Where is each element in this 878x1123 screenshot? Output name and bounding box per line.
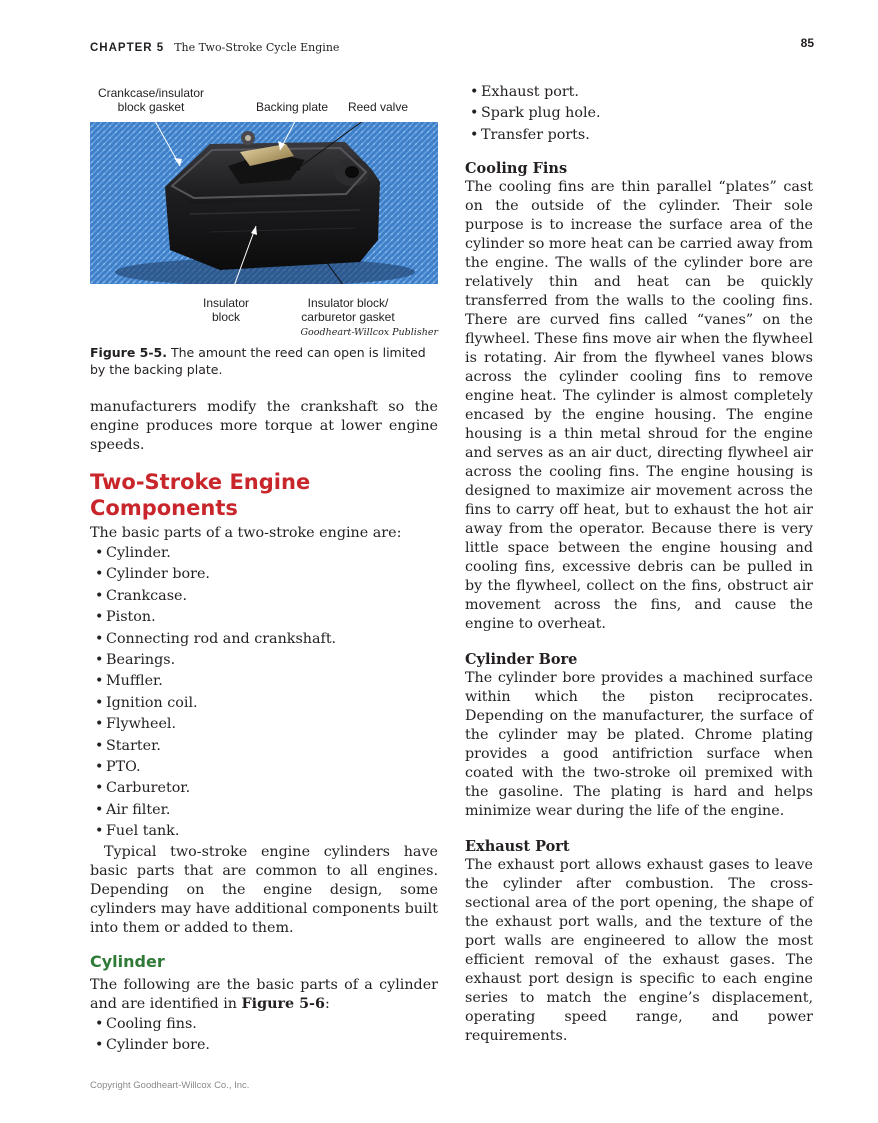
cylinder-intro [90,976,438,1014]
label-insulator-carburetor-gasket: Insulator block/ carburetor gasket [301,296,395,324]
cylinder-bore-text: The cylinder bore provides a machined surface within which the piston reciprocates. Depending on the manufacturer, the surface of the cylinder may be plated. Chrome plating provides a good antifriction surface when coated with the two-stroke oil premixed with the gasoline. The plating is hard and helps minimize wear during the life of the engine. [465,670,813,820]
chapter-number: CHAPTER 5 [90,42,165,54]
list-item: • Cooling fins. [90,1014,438,1035]
list-item: • Ignition coil. [90,693,438,714]
cylinder-intro-text: The following are the basic parts of a cylinder and are identified in [90,976,438,1012]
cooling-fins-text: The cooling fins are thin parallel “plates” cast on the outside of the cylinder. Their sole purpose is to increase the surface area of the cylinder so more heat can be carried away from the engine. The walls of the cylinder bore are relatively thin and heat can be quickly transferred from the walls to the cooling fins. There are curved fins called “vanes” on the flywheel. These fins move air when the flywheel is rotating. Air from the flywheel vanes blows across the cylinder cooling fins to remove engine heat. The cylinder is almost completely encased by the engine housing. The engine housing is a thin metal shroud for the engine and serves as an air duct, directing flywheel air across the cooling fins. The engine housing is designed to maximize air movement across the fins to carry off heat, but to exhaust the hot air away from the operator. Because there is very little space between the engine housing and cooling fins, excessive debris can be pulled in by the flywheel, collect on the fins, obstruct air movement across the fins, and cause the engine to overheat. [465,179,813,633]
exhaust-port-text: The exhaust port allows exhaust gases to leave the cylinder after combustion. The cross-sectional area of the port opening, the shape of the exhaust port walls, and the texture of the port walls are engineered to allow the most efficient removal of the exhaust gases. The exhaust port design is specific to each engine series to match the engine’s displacement, operating speed range, and power requirements. [465,857,813,1045]
cooling-fins-heading: Cooling Fins [465,160,568,178]
list-item: • Exhaust port. [465,82,813,103]
figure-credit: Goodheart-Willcox Publisher [300,327,438,338]
list-item: • Transfer ports. [465,125,813,146]
parts-intro: The basic parts of a two-stroke engine are: [90,525,402,541]
list-item: • Connecting rod and crankshaft. [90,629,438,650]
left-column [90,398,438,1057]
figure-caption-id: Figure 5-5. [90,345,167,360]
list-item: • PTO. [90,757,438,778]
reed-valve-assembly-illustration [90,122,438,284]
section-heading: Two-Stroke Engine Components [90,470,311,520]
chapter-title: The Two-Stroke Cycle Engine [174,41,340,54]
engine-parts-list [90,543,438,843]
list-item: • Crankcase. [90,586,438,607]
continued-paragraph: manufacturers modify the crankshaft so the engine produces more torque at lower engine speeds. [90,399,438,453]
cylinder-parts-list [90,1014,438,1057]
list-item: • Cylinder bore. [90,564,438,585]
list-item: • Bearings. [90,650,438,671]
list-item: • Spark plug hole. [465,103,813,124]
typical-paragraph: Typical two-stroke engine cylinders have basic parts that are common to all engines. Depending on the engine design, some cylinders may have additional components built into them or added to them. [90,843,438,936]
label-reed-valve: Reed valve [347,100,409,114]
list-item: • Starter. [90,736,438,757]
figure-caption-text: The amount the reed can open is limited by the backing plate. [90,345,426,377]
exhaust-port-heading: Exhaust Port [465,838,570,856]
figure-photo [90,122,438,284]
cylinder-heading: Cylinder [90,951,165,971]
label-insulator-block: Insulator block [202,296,250,324]
list-item: • Flywheel. [90,714,438,735]
right-column [465,82,813,1046]
label-backing-plate: Backing plate [255,100,329,114]
cylinder-intro-end: : [324,995,330,1012]
cylinder-parts-list-continued [465,82,813,146]
figure-caption [90,344,438,378]
list-item: • Piston. [90,607,438,628]
cylinder-bore-heading: Cylinder Bore [465,651,578,669]
list-item: • Muffler. [90,671,438,692]
list-item: • Fuel tank. [90,821,438,842]
list-item: • Cylinder bore. [90,1035,438,1056]
copyright-footer: Copyright Goodheart-Willcox Co., Inc. [90,1080,250,1091]
label-crankcase-gasket: Crankcase/insulator block gasket [97,86,205,114]
list-item: • Carburetor. [90,778,438,799]
list-item: • Air filter. [90,800,438,821]
page-number: 85 [800,36,814,50]
running-header [90,36,814,52]
figure-reference: Figure 5-6 [241,995,325,1012]
list-item: • Cylinder. [90,543,438,564]
